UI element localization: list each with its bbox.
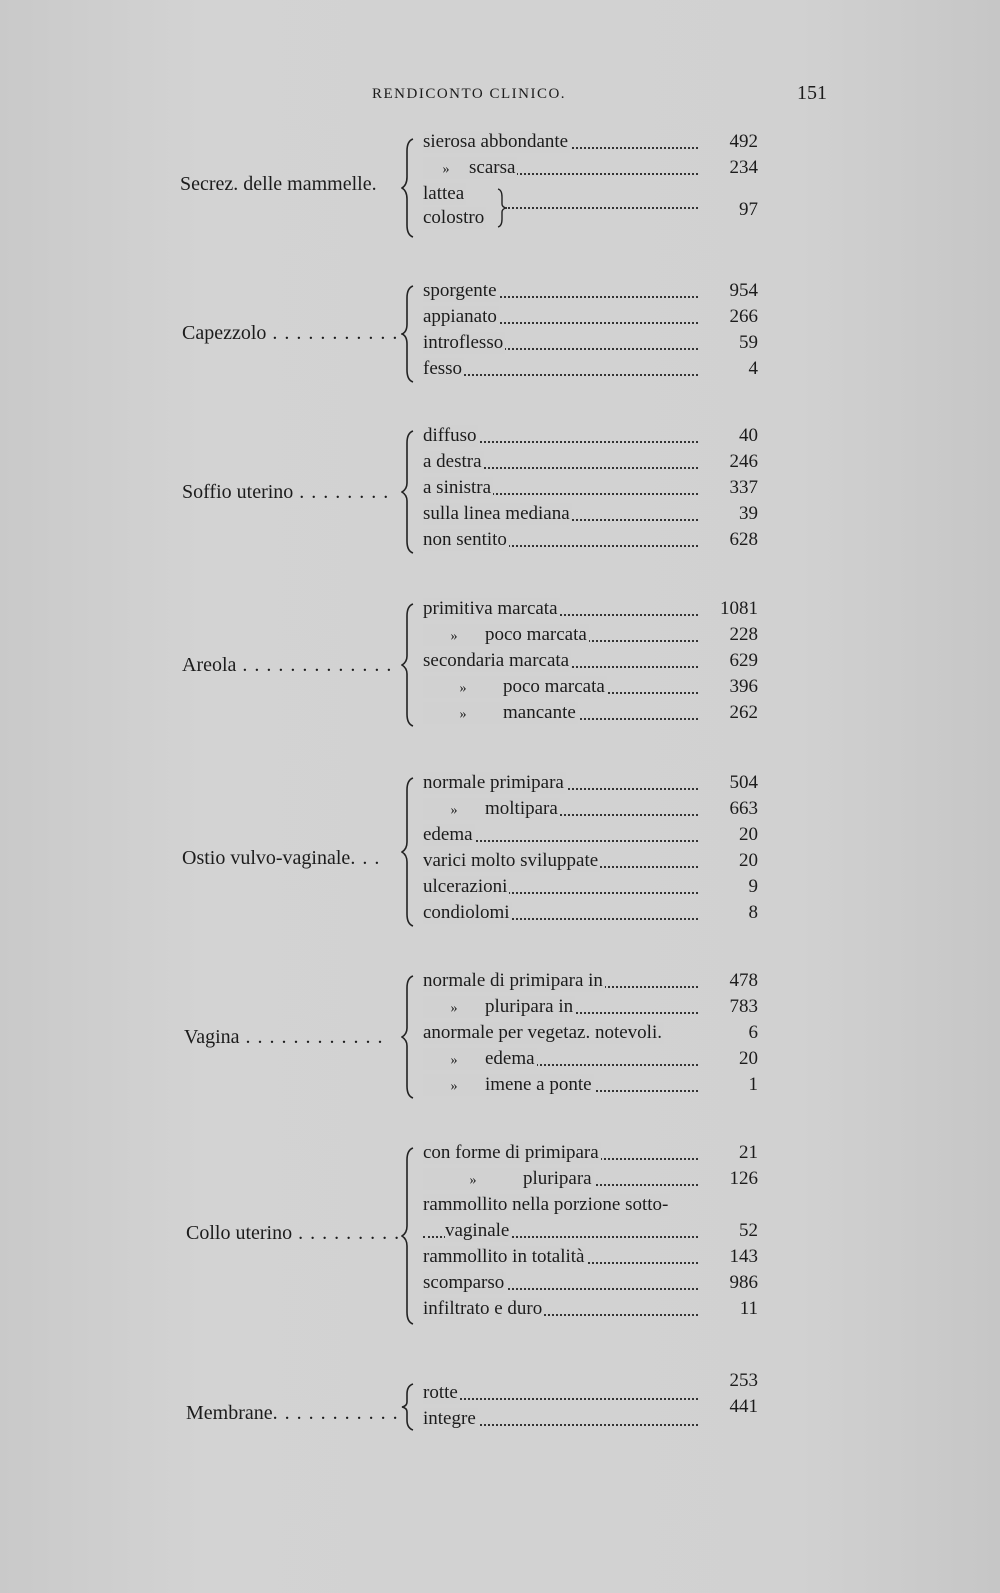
list-item: a destra 246 xyxy=(423,451,758,472)
list-item: integre 441 xyxy=(423,1396,758,1429)
list-item: normale primipara 504 xyxy=(423,772,758,793)
brace-icon xyxy=(401,429,415,555)
list-item: » poco marcata 228 xyxy=(423,624,758,650)
list-item: » moltipara 663 xyxy=(423,798,758,824)
list-item: ulcerazioni 9 xyxy=(423,876,758,897)
brace-icon xyxy=(401,137,415,239)
section-entries xyxy=(423,772,758,928)
section-label: Secrez. delle mammelle. xyxy=(180,173,377,195)
list-item: scomparso 986 xyxy=(423,1272,758,1293)
list-item: vaginale 52 xyxy=(423,1220,758,1246)
section-entries xyxy=(423,1142,758,1324)
list-item: fesso 4 xyxy=(423,358,758,379)
brace-icon xyxy=(401,974,415,1100)
list-item: rammollito nella porzione sotto- xyxy=(423,1194,669,1215)
section-label: Vagina . . . . . . . . . . . . xyxy=(184,1026,384,1048)
section-label: Capezzolo . . . . . . . . . . . xyxy=(182,322,399,344)
section-label: Membrane. . . . . . . . . . . xyxy=(186,1402,399,1424)
list-item: condiolomi 8 xyxy=(423,902,758,923)
brace-icon xyxy=(401,1382,415,1432)
list-item: » mancante 262 xyxy=(423,702,758,728)
list-item: » imene a ponte 1 xyxy=(423,1074,758,1100)
list-item: rammollito in totalità 143 xyxy=(423,1246,758,1267)
section-entries xyxy=(423,131,758,235)
list-item: sierosa abbondante 492 xyxy=(423,131,758,152)
list-item: edema 20 xyxy=(423,824,758,845)
list-item: diffuso 40 xyxy=(423,425,758,446)
list-item: primitiva marcata 1081 xyxy=(423,598,758,619)
list-item: sulla linea mediana 39 xyxy=(423,503,758,524)
section-entries xyxy=(423,598,758,728)
list-item: appianato 266 xyxy=(423,306,758,327)
page-number: 151 xyxy=(797,82,827,104)
list-item: varici molto sviluppate 20 xyxy=(423,850,758,871)
section-label: Soffio uterino . . . . . . . . xyxy=(182,481,390,503)
list-item: lattea xyxy=(423,183,465,204)
section-label: Ostio vulvo-vaginale. . . xyxy=(182,847,381,869)
list-item: colostro 97 xyxy=(423,199,758,228)
list-item: introflesso 59 xyxy=(423,332,758,353)
list-item: rotte 253 xyxy=(423,1370,758,1403)
list-item: normale di primipara in 478 xyxy=(423,970,758,991)
list-item: a sinistra 337 xyxy=(423,477,758,498)
brace-icon xyxy=(401,284,415,384)
list-item: » scarsa 234 xyxy=(423,157,758,183)
brace-icon xyxy=(401,1146,415,1326)
list-item: » pluripara 126 xyxy=(423,1168,758,1194)
running-header: RENDICONTO CLINICO. xyxy=(372,86,567,102)
section-label: Collo uterino . . . . . . . . . xyxy=(186,1222,401,1244)
list-item: anormale per vegetaz. notevoli. 6 xyxy=(423,1022,758,1043)
section-entries xyxy=(423,425,758,555)
brace-icon xyxy=(401,776,415,928)
list-item: » pluripara in 783 xyxy=(423,996,758,1022)
section-entries xyxy=(423,1370,758,1434)
list-item: secondaria marcata 629 xyxy=(423,650,758,671)
list-item: sporgente 954 xyxy=(423,280,758,301)
section-entries xyxy=(423,280,758,384)
list-item: infiltrato e duro 11 xyxy=(423,1298,758,1319)
section-entries xyxy=(423,970,758,1100)
list-item: con forme di primipara 21 xyxy=(423,1142,758,1163)
list-item: » poco marcata 396 xyxy=(423,676,758,702)
brace-icon xyxy=(401,602,415,728)
section-label: Areola . . . . . . . . . . . . . xyxy=(182,654,393,676)
list-item: non sentito 628 xyxy=(423,529,758,550)
list-item: » edema 20 xyxy=(423,1048,758,1074)
